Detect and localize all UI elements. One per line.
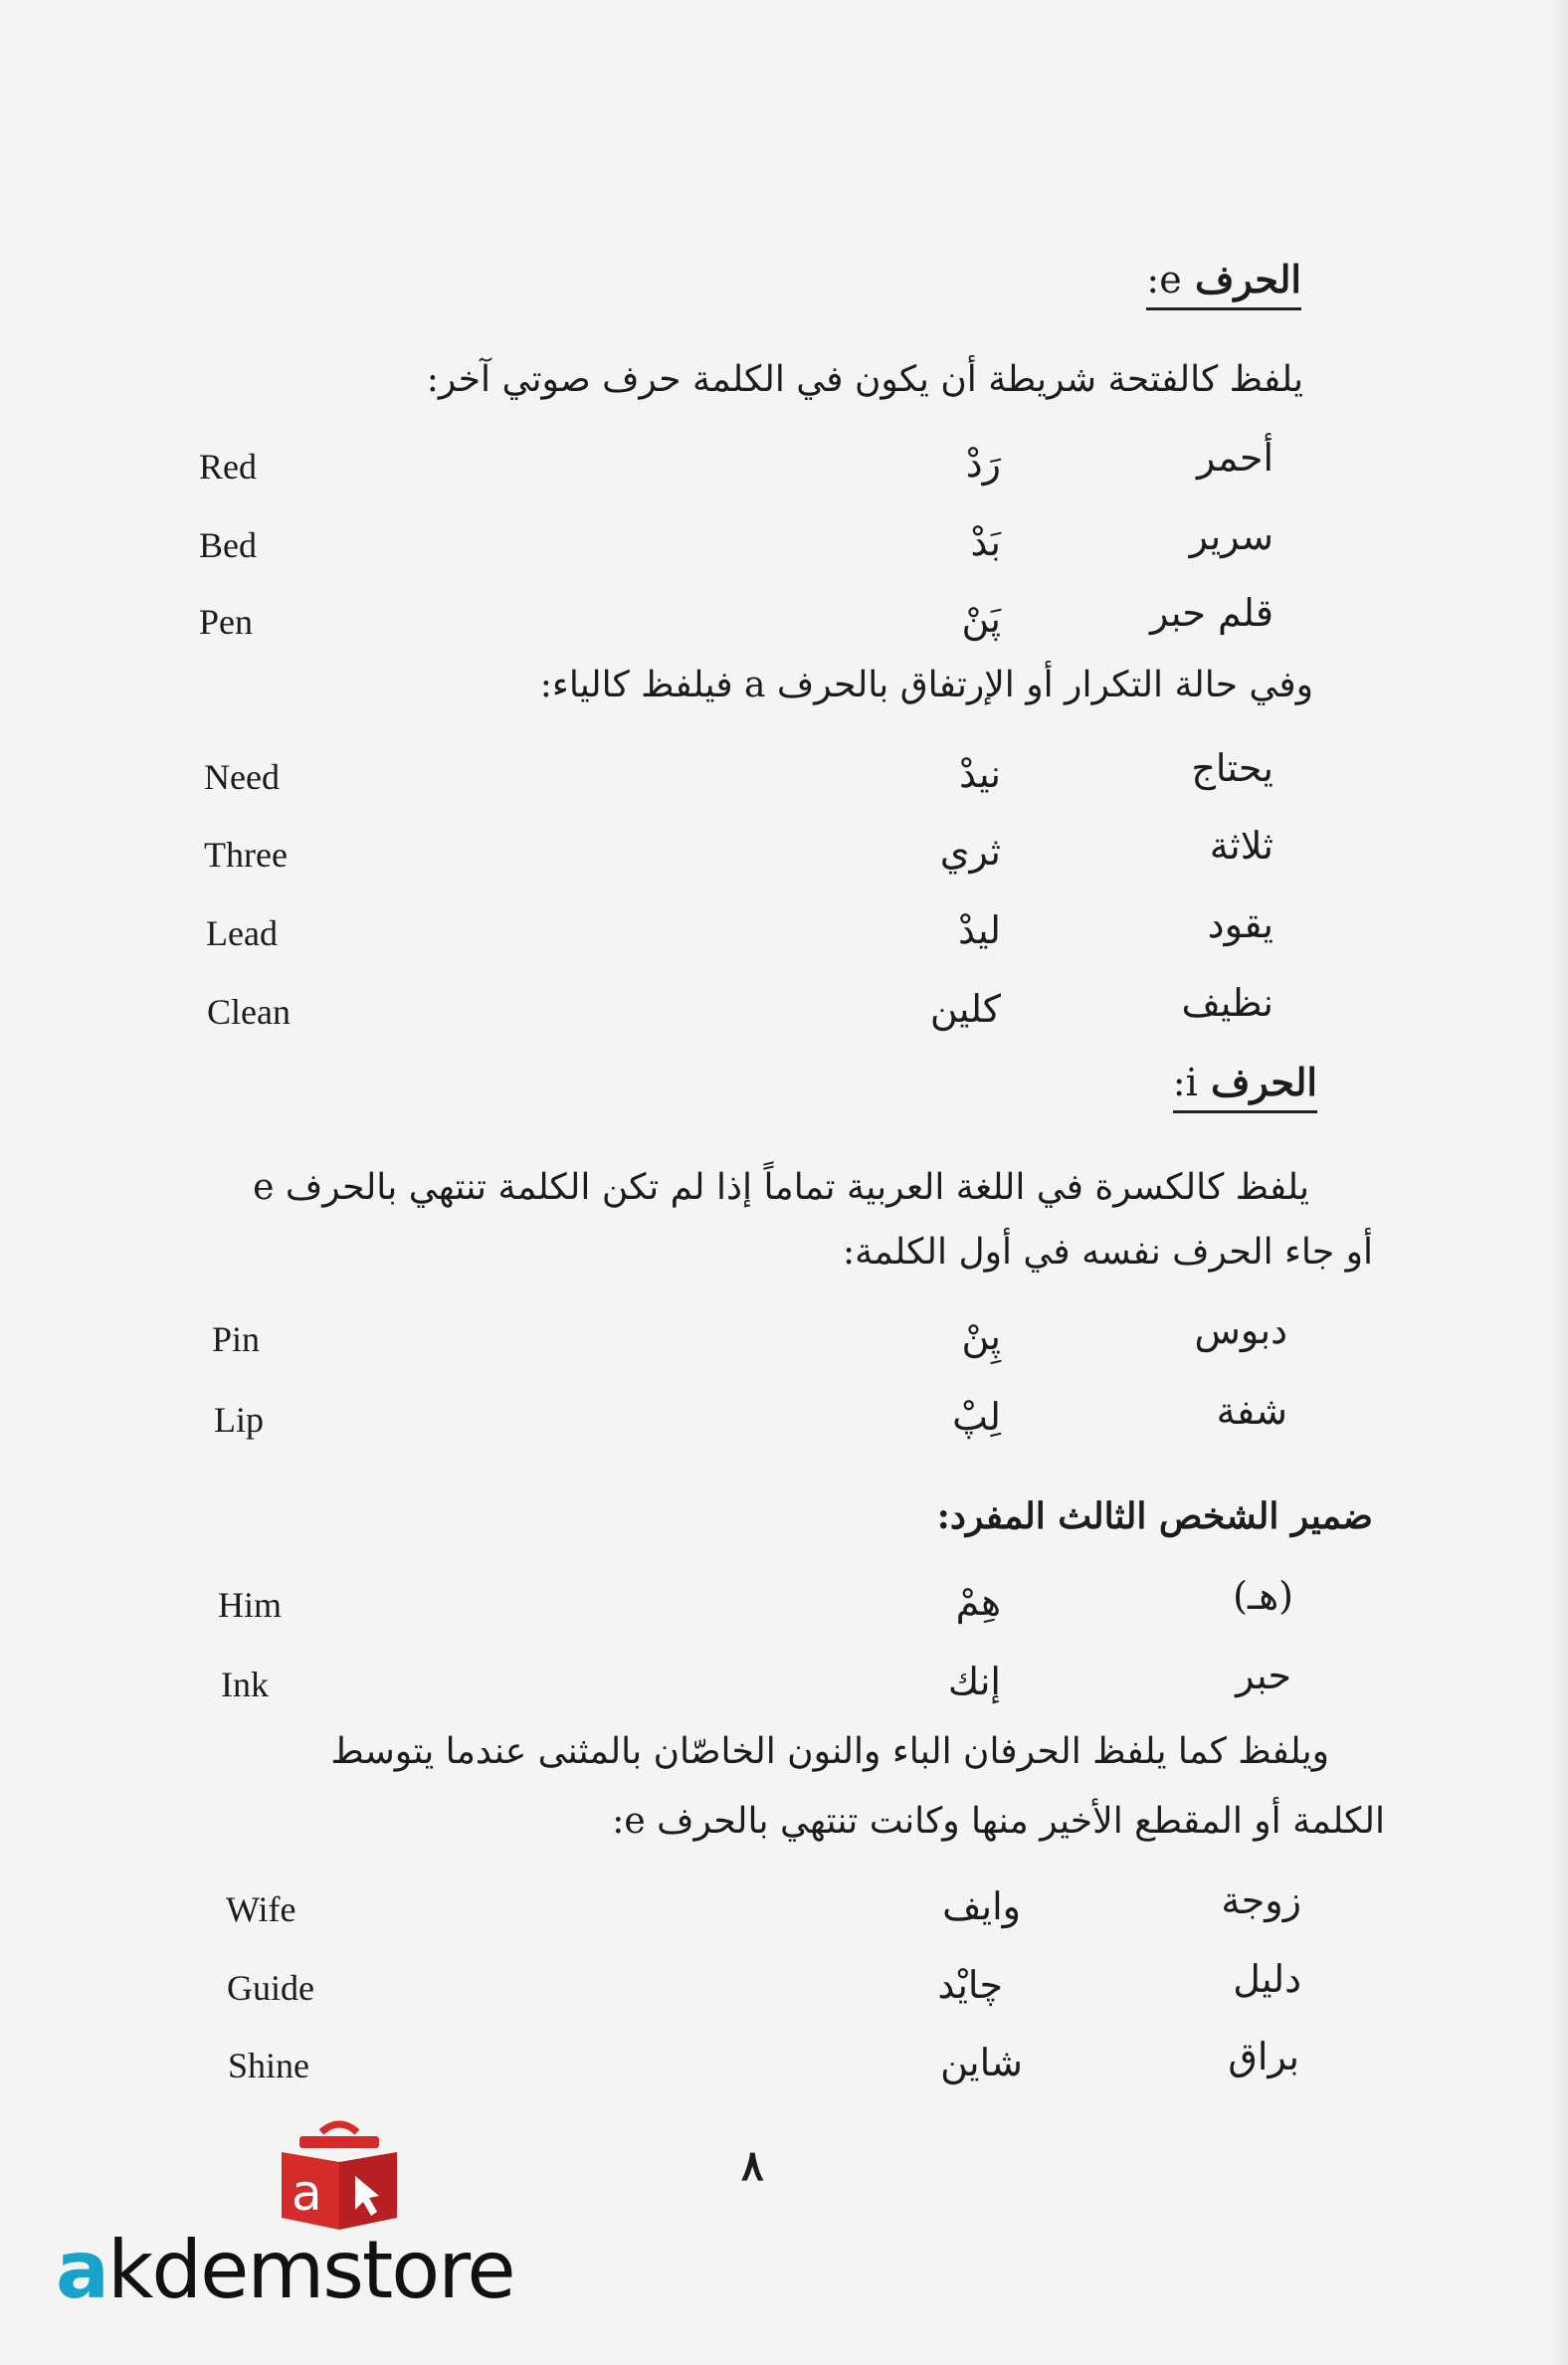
pronunciation: پَنْ (961, 597, 1001, 641)
arabic-meaning: أحمر (1197, 436, 1274, 480)
logo-accent-letter: a (56, 2224, 107, 2316)
english-word: Ink (221, 1665, 269, 1704)
pronoun-heading: ضمير الشخص الثالث المفرد: (936, 1495, 1373, 1537)
section-e-heading (1146, 257, 1301, 310)
english-word: Clean (207, 992, 291, 1032)
pronunciation: وايف (942, 1884, 1021, 1928)
example-row (0, 514, 1568, 594)
pronunciation: لِپْ (952, 1395, 1001, 1439)
arabic-meaning: دليل (1233, 1957, 1301, 2001)
arabic-meaning: حبر (1236, 1654, 1291, 1697)
section-e-intro: يلفظ كالفتحة شريطة أن يكون في الكلمة حرف صوتي آخر: (426, 359, 1303, 400)
arabic-meaning: سرير (1189, 514, 1274, 558)
section-i-heading (1173, 1060, 1317, 1113)
example-row (0, 981, 1568, 1061)
book-cart-icon (260, 2114, 419, 2234)
section-i-title-letter: i: (1172, 1061, 1198, 1104)
logo-wordmark-rest: kdemstore (106, 2224, 514, 2316)
example-row (0, 1389, 1568, 1469)
arabic-meaning: نظيف (1181, 981, 1274, 1025)
pronunciation: بَدْ (970, 520, 1001, 564)
example-row (0, 436, 1568, 515)
english-word: Red (199, 447, 257, 487)
arabic-meaning: قلم حبر (1149, 591, 1274, 635)
english-word: Pen (199, 602, 253, 642)
arabic-meaning: زوجة (1221, 1878, 1301, 1922)
arabic-meaning: براق (1228, 2035, 1299, 2078)
pronunciation: پِنْ (961, 1314, 1001, 1358)
english-word: Bed (199, 525, 257, 565)
example-row (0, 902, 1568, 982)
arabic-meaning: ثلاثة (1209, 824, 1274, 868)
example-row (0, 1878, 1568, 1958)
section-i-title-word: الحرف (1210, 1060, 1317, 1104)
english-word: Lead (206, 913, 278, 953)
pronunciation: ثري (939, 830, 1001, 874)
example-row (0, 1957, 1568, 2037)
arabic-meaning: (هـ) (1233, 1574, 1293, 1618)
pronunciation: كلين (929, 987, 1001, 1031)
english-word: Lip (214, 1400, 264, 1440)
section-i-ai-note-line2: الكلمة أو المقطع الأخير منها وكانت تنتهي بالحرف e: (612, 1801, 1385, 1842)
arabic-meaning: يقود (1207, 902, 1274, 946)
english-word: Wife (226, 1889, 296, 1929)
pronunciation: چايْد (937, 1963, 1003, 2007)
page-number: ٨ (741, 2141, 764, 2190)
section-e-title-word: الحرف (1194, 257, 1301, 301)
example-row (0, 1574, 1568, 1654)
arabic-meaning: شفة (1216, 1389, 1287, 1433)
logo-icon-letter: a (292, 2164, 322, 2222)
english-word: Him (218, 1585, 283, 1625)
example-row (0, 824, 1568, 903)
english-word: Guide (227, 1968, 314, 2008)
example-row (0, 2035, 1568, 2114)
logo-wordmark (56, 2224, 514, 2316)
arabic-meaning: دبوس (1194, 1308, 1287, 1352)
akdemstore-logo (56, 2114, 573, 2316)
section-i-ai-note-line1: ويلفظ كما يلفظ الحرفان الباء والنون الخاصّان بالمثنى عندما يتوسط (330, 1731, 1329, 1772)
example-row (0, 1308, 1568, 1388)
section-i-intro-line1: يلفظ كالكسرة في اللغة العربية تماماً إذا لم تكن الكلمة تنتهي بالحرف e (253, 1167, 1309, 1208)
english-word: Need (204, 757, 280, 797)
section-e-title-letter: e: (1146, 258, 1182, 301)
pronunciation: إنك (947, 1660, 1001, 1703)
pronunciation: ليدْ (958, 908, 1001, 952)
english-word: Shine (228, 2046, 310, 2085)
example-row (0, 746, 1568, 826)
english-word: Pin (212, 1319, 261, 1359)
arabic-meaning: يحتاج (1191, 746, 1274, 790)
pronunciation: شاين (940, 2041, 1023, 2084)
pronunciation: هِمْ (955, 1580, 1001, 1624)
section-i-intro-line2: أو جاء الحرف نفسه في أول الكلمة: (842, 1232, 1373, 1273)
section-e-repeat-note: وفي حالة التكرار أو الإرتفاق بالحرف a فيلفظ كالياء: (539, 665, 1313, 705)
english-word: Three (204, 835, 288, 875)
pronunciation: نيدْ (959, 752, 1001, 796)
pronunciation: رَدْ (965, 442, 1001, 486)
